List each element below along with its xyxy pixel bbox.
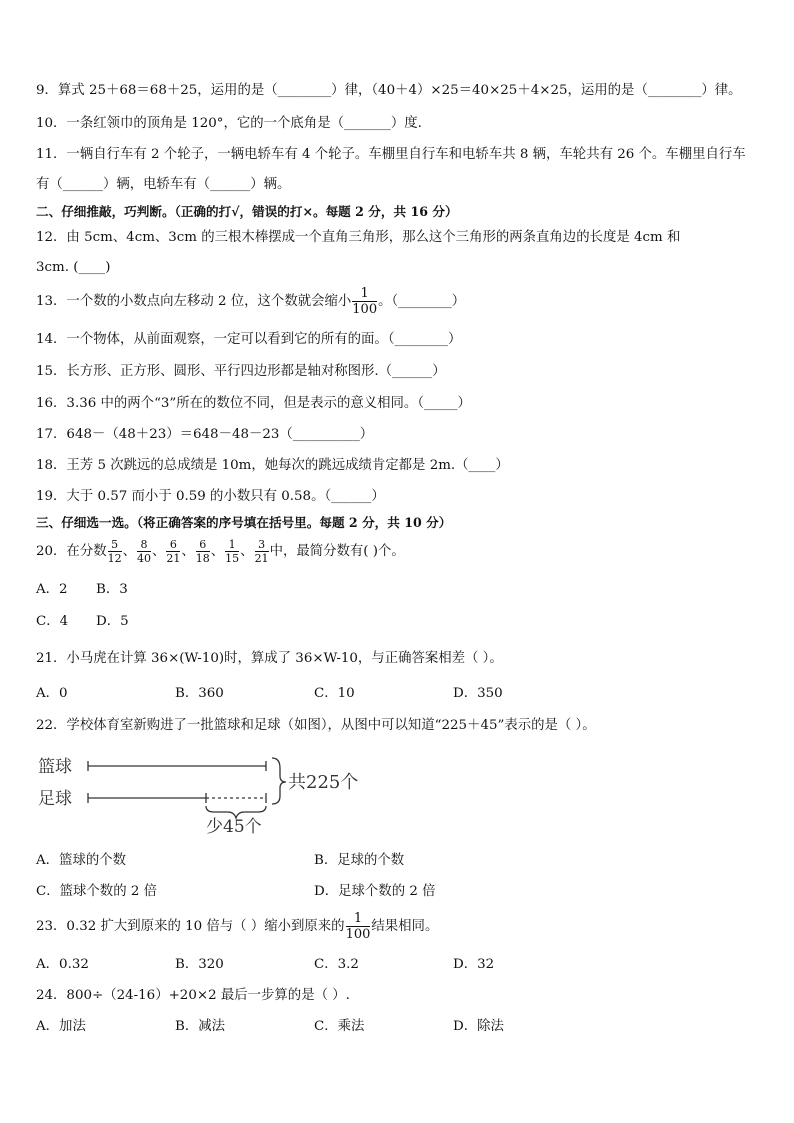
q24-option-a: A．加法 (36, 1019, 86, 1034)
q23-option-b: B．320 (175, 957, 224, 972)
q9: 9．算式 25＋68＝68＋25，运用的是（________）律，（40＋4）×25＝40×25＋4×25，运用的是（________）律。 (36, 83, 742, 98)
q20-option-c: C．4 (36, 614, 69, 629)
fraction-1-100: $\frac{1}{100}$ (352, 286, 378, 317)
q24-option-d: D．除法 (453, 1019, 504, 1034)
q20-option-d: D．5 (96, 614, 129, 629)
q22-option-d: D．足球个数的 2 倍 (314, 884, 436, 899)
q24-option-c: C．乘法 (314, 1019, 365, 1034)
q23-option-c: C．3.2 (314, 957, 359, 972)
q17: 17．648－（48＋23）＝648－48－23（__________） (36, 427, 374, 442)
section-3-heading: 三、仔细选一选。（将正确答案的序号填在括号里。每题 2 分，共 10 分） (36, 515, 452, 530)
q13: 13．一个数的小数点向左移动 2 位，这个数就会缩小 $\frac{1}{100}$ 。（________） (36, 286, 466, 317)
q23: 23．0.32 扩大到原来的 10 倍与（ ）缩小到原来的 $\frac{1}{100}$ 结果相同。 (36, 911, 439, 942)
q21: 21．小马虎在计算 36×(W-10)时，算成了 36×W-10，与正确答案相差（ ）。 (36, 651, 503, 666)
fraction: $\frac{8}{40}$ (137, 538, 151, 565)
q10: 10．一条红领巾的顶角是 120°，它的一个底角是（_______）度. (36, 116, 422, 131)
section-2-heading: 二、仔细推敲，巧判断。（正确的打√，错误的打×。每题 2 分，共 16 分） (36, 204, 458, 219)
q20-option-b: B．3 (96, 582, 128, 597)
label-football: 足球 (38, 789, 72, 809)
q22: 22．学校体育室新购进了一批篮球和足球（如图），从图中可以知道“225＋45”表示的是（ ）。 (36, 718, 596, 733)
q12-line2: 3cm. (____) (36, 260, 111, 275)
fraction: $\frac{6}{18}$ (195, 538, 210, 565)
fraction-1-100: $\frac{1}{100}$ (345, 911, 371, 942)
q21-option-c: C．10 (314, 686, 355, 701)
q21-option-b: B．360 (175, 686, 224, 701)
q21-option-a: A．0 (36, 686, 68, 701)
q22-line-segment-diagram (36, 746, 376, 836)
q11-line2: 有（______）辆，电轿车有（______）辆。 (36, 177, 291, 192)
q21-option-d: D．350 (453, 686, 503, 701)
q14: 14．一个物体，从前面观察，一定可以看到它的所有的面。（________） (36, 332, 462, 347)
q18: 18．王芳 5 次跳远的总成绩是 10m，她每次的跳远成绩肯定都是 2m.（____） (36, 458, 509, 473)
fraction: $\frac{3}{21}$ (254, 538, 269, 565)
q20: 20．在分数 $\frac{5}{12}$ 、 $\frac{8}{40}$ 、 $\frac{6}{21}$ 、 $\frac{6}{18}$ 、 $\frac{1}{15}$ 、 $\frac{3}{21}$ 中，最简分数有( )个。 (36, 538, 405, 565)
q15: 15．长方形、正方形、圆形、平行四边形都是轴对称图形.（______） (36, 364, 446, 379)
label-less: 少45个 (206, 817, 262, 836)
q20-option-a: A．2 (36, 582, 68, 597)
q24: 24．800÷（24-16）+20×2 最后一步算的是（ ）. (36, 988, 350, 1003)
q16: 16．3.36 中的两个“3”所在的数位不同，但是表示的意义相同。（_____） (36, 396, 471, 411)
label-basketball: 篮球 (38, 757, 72, 777)
fraction: $\frac{6}{21}$ (166, 538, 181, 565)
fraction: $\frac{5}{12}$ (107, 538, 122, 565)
q11-line1: 11．一辆自行车有 2 个轮子，一辆电轿车有 4 个轮子。车棚里自行车和电轿车共 8 辆，车轮共有 26 个。车棚里自行车 (36, 147, 746, 162)
q23-option-d: D．32 (453, 957, 495, 972)
q22-option-b: B．足球的个数 (314, 853, 405, 868)
q24-option-b: B．减法 (175, 1019, 226, 1034)
q12-line1: 12．由 5cm、4cm、3cm 的三根木棒摆成一个直角三角形，那么这个三角形的两条直角边的长度是 4cm 和 (36, 230, 681, 245)
q23-option-a: A．0.32 (36, 957, 89, 972)
q19: 19．大于 0.57 而小于 0.59 的小数只有 0.58。（______） (36, 489, 385, 504)
label-total: 共225个 (288, 772, 359, 793)
q22-option-c: C．篮球个数的 2 倍 (36, 884, 158, 899)
fraction: $\frac{1}{15}$ (225, 538, 240, 565)
q22-option-a: A．篮球的个数 (36, 853, 127, 868)
